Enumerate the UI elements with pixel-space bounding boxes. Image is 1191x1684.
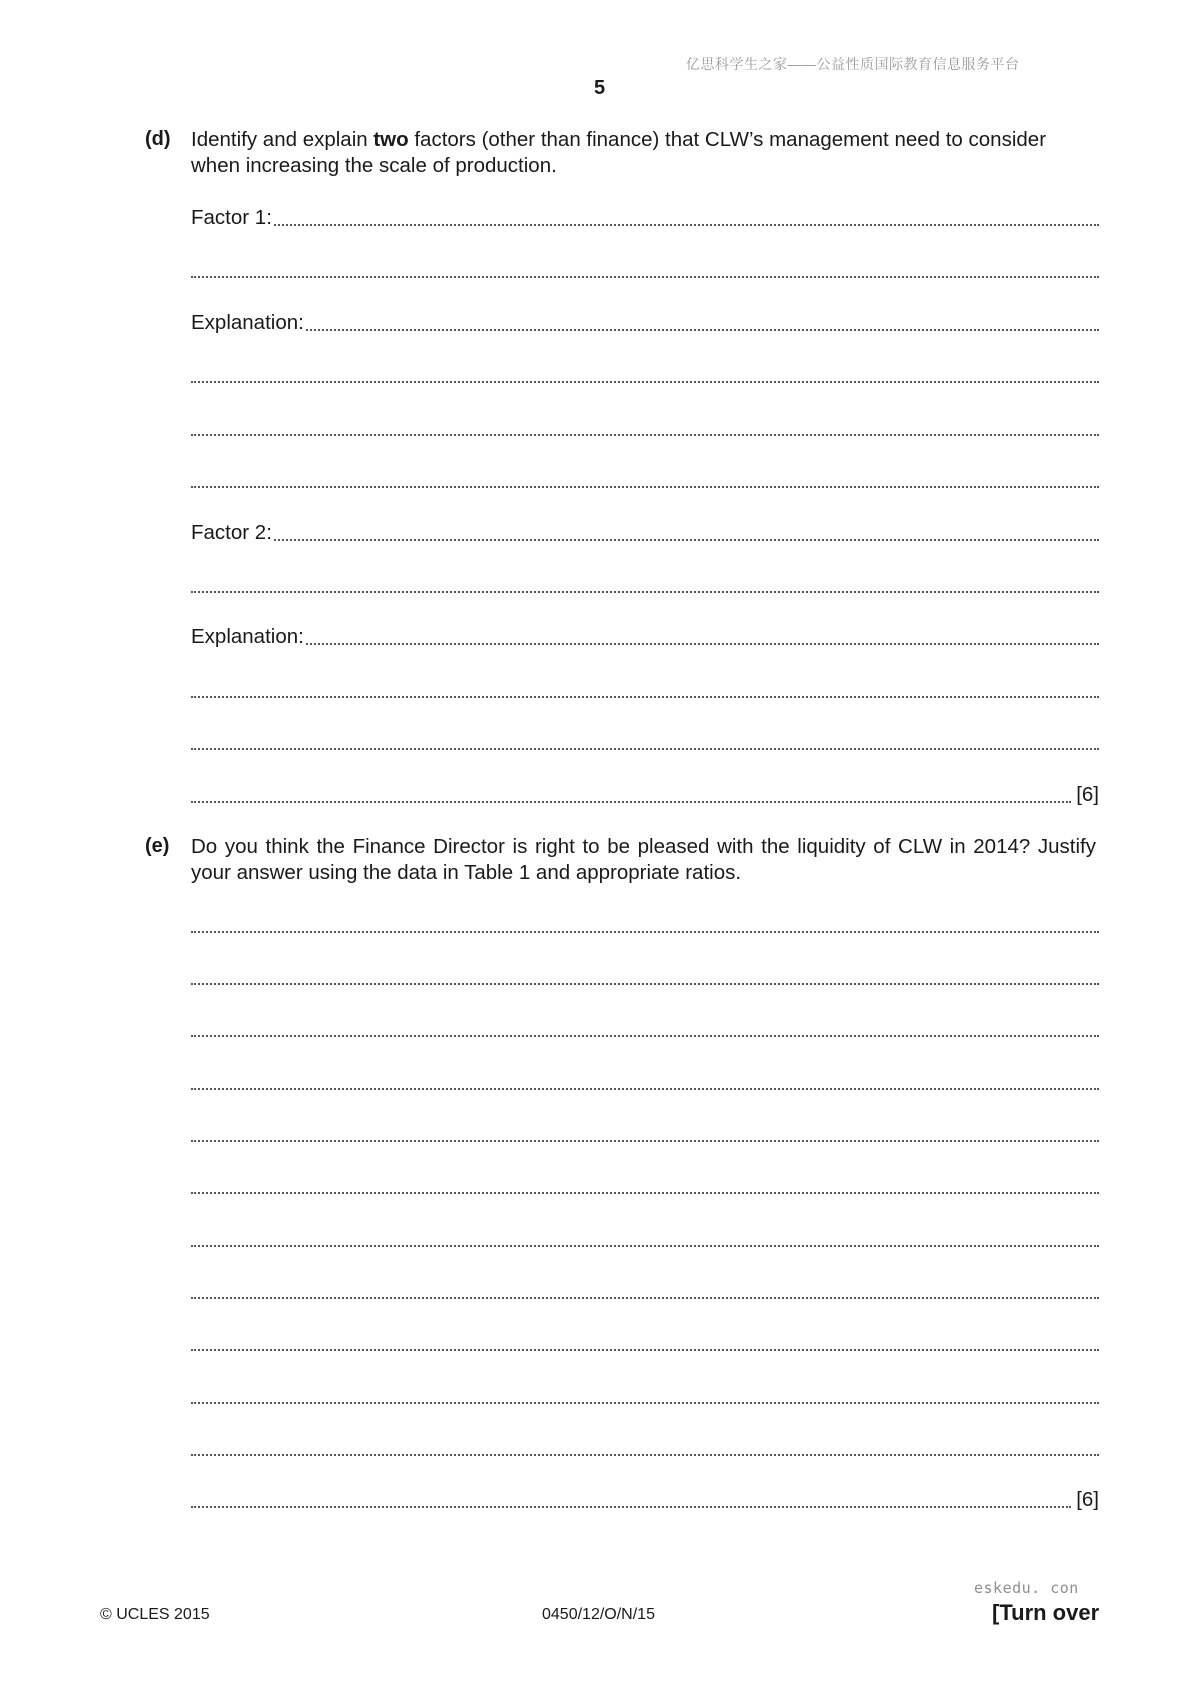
answer-line[interactable] [191,1435,1099,1461]
answer-line[interactable] [191,1226,1099,1252]
copyright: © UCLES 2015 [100,1606,210,1623]
explanation-1-label: Explanation: [191,311,304,334]
paper-code: 0450/12/O/N/15 [542,1606,655,1623]
question-e-label: (e) [145,835,170,857]
answer-line[interactable] [191,1069,1099,1095]
answer-line[interactable] [191,964,1099,990]
answer-line[interactable] [191,1383,1099,1409]
site-watermark: eskedu. con [974,1579,1079,1597]
question-e-marks: [6] [1076,1488,1099,1511]
factor-2-label: Factor 2: [191,521,272,544]
answer-line[interactable] [191,1016,1099,1042]
answer-line[interactable] [191,677,1099,703]
page-number: 5 [594,77,606,99]
answer-line-factor-2[interactable] [191,520,1099,546]
answer-line[interactable] [191,912,1099,938]
answer-line[interactable] [191,362,1099,388]
turn-over: [Turn over [992,1600,1100,1625]
explanation-2-label: Explanation: [191,625,304,648]
answer-line-final-e[interactable] [191,1487,1099,1513]
question-d-text-start: Identify and explain [191,128,374,151]
answer-line[interactable] [191,729,1099,755]
answer-line[interactable] [191,1330,1099,1356]
answer-line[interactable] [191,1173,1099,1199]
answer-line-final-d[interactable] [191,782,1099,808]
watermark-text: 亿思科学生之家——公益性质国际教育信息服务平台 [686,56,1020,72]
answer-line-explanation-1[interactable] [191,310,1099,336]
question-d-label: (d) [145,128,171,150]
question-d-text-end: factors (other than finance) that CLW’s management need to consider when increasing the scale of production. [191,128,1047,177]
question-d-text-emphasis: two [373,128,409,151]
question-d-text [191,127,1096,179]
answer-line-explanation-2[interactable] [191,624,1099,650]
factor-1-label: Factor 1: [191,206,272,229]
answer-line[interactable] [191,1278,1099,1304]
answer-line-factor-1[interactable] [191,205,1099,231]
question-e-text: Do you think the Finance Director is right to be pleased with the liquidity of CLW in 2014? Justify your answer using the data in Table 1 and appropriate ratios. [191,835,1096,884]
answer-line[interactable] [191,572,1099,598]
answer-line[interactable] [191,1121,1099,1147]
answer-line[interactable] [191,467,1099,493]
question-d-marks: [6] [1076,783,1099,806]
answer-line[interactable] [191,415,1099,441]
answer-line[interactable] [191,257,1099,283]
